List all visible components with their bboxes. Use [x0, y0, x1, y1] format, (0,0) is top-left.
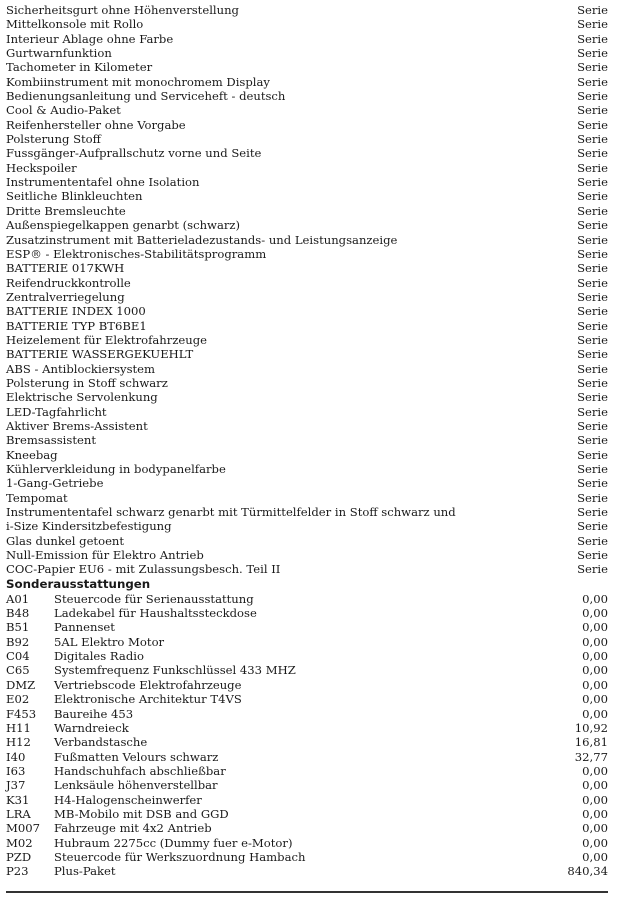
option-price: 840,34 [567, 864, 608, 879]
equipment-row [6, 290, 608, 304]
equipment-value: Serie [577, 117, 608, 132]
equipment-name: ESP® - Elektronisches-Stabilitätsprogramm [6, 246, 267, 261]
equipment-row [6, 505, 608, 519]
option-row [6, 778, 608, 792]
equipment-value: Serie [577, 347, 608, 362]
equipment-name: Reifendruckkontrolle [6, 275, 131, 290]
equipment-name: Kühlerverkleidung in bodypanelfarbe [6, 462, 226, 476]
option-code: B92 [6, 634, 30, 649]
equipment-row [6, 3, 608, 17]
equipment-value: Serie [577, 375, 608, 390]
option-price: 0,00 [582, 821, 608, 836]
equipment-name: Instrumententafel ohne Isolation [6, 175, 200, 190]
option-price: 0,00 [582, 591, 608, 606]
equipment-value: Serie [577, 404, 608, 419]
option-row [6, 606, 608, 620]
option-description: H4-Halogenscheinwerfer [54, 792, 202, 807]
equipment-value: Serie [577, 462, 608, 476]
equipment-value: Serie [577, 175, 608, 190]
option-row [6, 678, 608, 692]
equipment-name: Bedienungsanleitung und Serviceheft - deutsch [6, 89, 286, 104]
equipment-value: Serie [577, 246, 608, 261]
equipment-name: BATTERIE INDEX 1000 [6, 304, 146, 319]
option-price: 0,00 [582, 706, 608, 721]
option-row [6, 620, 608, 634]
option-row [6, 663, 608, 677]
option-price: 0,00 [582, 835, 608, 850]
option-price: 0,00 [582, 849, 608, 864]
equipment-name: BATTERIE TYP BT6BE1 [6, 318, 147, 333]
option-row [6, 635, 608, 649]
equipment-row [6, 132, 608, 146]
option-price: 10,92 [574, 720, 608, 735]
equipment-row [6, 103, 608, 117]
equipment-row [6, 562, 608, 576]
option-row [6, 707, 608, 721]
option-row [6, 793, 608, 807]
equipment-row [6, 491, 608, 505]
option-description: Fahrzeuge mit 4x2 Antrieb [54, 821, 212, 836]
equipment-row [6, 60, 608, 74]
equipment-row [6, 261, 608, 275]
option-code: PZD [6, 849, 32, 864]
equipment-value: Serie [577, 418, 608, 433]
equipment-value: Serie [577, 89, 608, 104]
equipment-value: Serie [577, 447, 608, 462]
equipment-value: Serie [577, 160, 608, 175]
option-row [6, 807, 608, 821]
option-code: F453 [6, 706, 37, 721]
equipment-name: Seitliche Blinkleuchten [6, 189, 143, 204]
option-price: 0,00 [582, 634, 608, 649]
option-code: M007 [6, 821, 41, 836]
equipment-row [6, 46, 608, 60]
option-price: 0,00 [582, 663, 608, 678]
equipment-name: BATTERIE WASSERGEKUEHLT [6, 347, 194, 362]
equipment-row [6, 333, 608, 347]
equipment-row [6, 175, 608, 189]
option-price: 0,00 [582, 620, 608, 635]
equipment-value: Serie [577, 304, 608, 319]
option-code: B51 [6, 620, 30, 635]
equipment-row [6, 233, 608, 247]
equipment-row [6, 548, 608, 562]
equipment-value: Serie [577, 31, 608, 46]
equipment-row [6, 75, 608, 89]
option-description: Ladekabel für Haushaltssteckdose [54, 606, 257, 621]
option-description: Handschuhfach abschließbar [54, 763, 226, 778]
option-description: Lenksäule höhenverstellbar [54, 778, 218, 793]
equipment-name: Interieur Ablage ohne Farbe [6, 31, 174, 46]
equipment-name: Elektrische Servolenkung [6, 390, 158, 405]
equipment-name: BATTERIE 017KWH [6, 261, 125, 276]
equipment-row [6, 218, 608, 232]
equipment-row [6, 476, 608, 490]
equipment-name: COC-Papier EU6 - mit Zulassungsbesch. Teil II [6, 562, 281, 577]
equipment-name: Tempomat [6, 490, 68, 505]
option-price: 0,00 [582, 692, 608, 707]
equipment-name: Zentralverriegelung [6, 289, 125, 304]
equipment-name: Kneebag [6, 447, 58, 462]
option-row [6, 850, 608, 864]
equipment-name: Aktiver Brems-Assistent [6, 418, 148, 433]
equipment-value: Serie [577, 289, 608, 304]
equipment-row [6, 32, 608, 46]
equipment-name: Sicherheitsgurt ohne Höhenverstellung [6, 3, 239, 17]
equipment-row [6, 189, 608, 203]
option-code: LRA [6, 806, 31, 821]
equipment-value: Serie [577, 318, 608, 333]
option-description: MB-Mobilo mit DSB and GGD [54, 806, 229, 821]
option-row [6, 750, 608, 764]
equipment-value: Serie [577, 261, 608, 276]
option-price: 0,00 [582, 792, 608, 807]
option-row [6, 692, 608, 706]
equipment-name: Mittelkonsole mit Rollo [6, 17, 144, 32]
option-description: Steuercode für Serienausstattung [54, 591, 254, 606]
equipment-name: 1-Gang-Getriebe [6, 476, 104, 491]
option-description: Fußmatten Velours schwarz [54, 749, 219, 764]
option-description: Plus-Paket [54, 864, 116, 879]
equipment-name: Polsterung in Stoff schwarz [6, 375, 168, 390]
option-code: J37 [6, 778, 26, 793]
equipment-value: Serie [577, 218, 608, 233]
equipment-name: LED-Tagfahrlicht [6, 404, 107, 419]
option-code: E02 [6, 692, 30, 707]
option-row [6, 649, 608, 663]
equipment-row [6, 247, 608, 261]
option-description: 5AL Elektro Motor [54, 634, 165, 649]
equipment-value: Serie [577, 232, 608, 247]
option-description: Systemfrequenz Funkschlüssel 433 MHZ [54, 663, 296, 678]
option-price: 0,00 [582, 806, 608, 821]
option-row [6, 821, 608, 835]
option-description: Hubraum 2275cc (Dummy fuer e-Motor) [54, 835, 293, 850]
option-row [6, 735, 608, 749]
equipment-row [6, 376, 608, 390]
equipment-document [6, 3, 608, 879]
equipment-row [6, 362, 608, 376]
option-description: Vertriebscode Elektrofahrzeuge [54, 677, 242, 692]
option-description: Elektronische Architektur T4VS [54, 692, 242, 707]
option-description: Verbandstasche [54, 735, 148, 750]
equipment-row [6, 519, 608, 533]
equipment-name: Instrumententafel schwarz genarbt mit Türmittelfelder in Stoff schwarz und [6, 505, 456, 520]
equipment-row [6, 419, 608, 433]
option-code: H12 [6, 735, 31, 750]
option-price: 0,00 [582, 778, 608, 793]
equipment-value: Serie [577, 132, 608, 147]
equipment-value: Serie [577, 203, 608, 218]
option-code: K31 [6, 792, 30, 807]
equipment-value: Serie [577, 74, 608, 89]
equipment-row [6, 276, 608, 290]
equipment-row [6, 405, 608, 419]
option-description: Baureihe 453 [54, 706, 134, 721]
option-price: 0,00 [582, 649, 608, 664]
equipment-value: Serie [577, 146, 608, 161]
equipment-name: Glas dunkel getoent [6, 533, 125, 548]
option-code: A01 [6, 591, 30, 606]
option-price: 16,81 [574, 735, 608, 750]
equipment-name: Gurtwarnfunktion [6, 46, 112, 61]
equipment-name: Zusatzinstrument mit Batterieladezustands- und Leistungsanzeige [6, 232, 398, 247]
option-description: Steuercode für Werkszuordnung Hambach [54, 849, 306, 864]
equipment-row [6, 390, 608, 404]
equipment-value: Serie [577, 433, 608, 448]
option-code: I63 [6, 763, 26, 778]
equipment-value: Serie [577, 46, 608, 61]
option-code: P23 [6, 864, 29, 879]
equipment-value: Serie [577, 60, 608, 75]
equipment-row [6, 433, 608, 447]
option-row [6, 836, 608, 850]
equipment-name: i-Size Kindersitzbefestigung [6, 519, 172, 534]
option-code: H11 [6, 720, 31, 735]
equipment-row [6, 146, 608, 160]
option-description: Warndreieck [54, 720, 129, 735]
equipment-value: Serie [577, 505, 608, 520]
option-description: Digitales Radio [54, 649, 144, 664]
equipment-name: Fussgänger-Aufprallschutz vorne und Seite [6, 146, 262, 161]
equipment-name: Heizelement für Elektrofahrzeuge [6, 332, 208, 347]
equipment-row [6, 89, 608, 103]
equipment-row [6, 304, 608, 318]
option-code: M02 [6, 835, 33, 850]
equipment-value: Serie [577, 476, 608, 491]
equipment-value: Serie [577, 275, 608, 290]
equipment-value: Serie [577, 189, 608, 204]
equipment-value: Serie [577, 103, 608, 118]
bottom-rule [6, 891, 608, 893]
option-description: Pannenset [54, 620, 115, 635]
option-price: 0,00 [582, 677, 608, 692]
equipment-name: Kombiinstrument mit monochromem Display [6, 74, 270, 89]
equipment-row [6, 17, 608, 31]
standard-equipment-list [6, 3, 608, 577]
option-price: 32,77 [574, 749, 608, 764]
options-list [6, 592, 608, 879]
equipment-row [6, 462, 608, 476]
option-row [6, 864, 608, 878]
equipment-name: ABS - Antiblockiersystem [6, 361, 156, 376]
equipment-value: Serie [577, 390, 608, 405]
option-row [6, 721, 608, 735]
equipment-row [6, 347, 608, 361]
equipment-row [6, 204, 608, 218]
equipment-name: Null-Emission für Elektro Antrieb [6, 548, 204, 563]
equipment-value: Serie [577, 519, 608, 534]
equipment-value: Serie [577, 361, 608, 376]
option-code: C65 [6, 663, 30, 678]
equipment-name: Heckspoiler [6, 160, 77, 175]
equipment-row [6, 448, 608, 462]
equipment-value: Serie [577, 533, 608, 548]
equipment-value: Serie [577, 548, 608, 563]
equipment-name: Außenspiegelkappen genarbt (schwarz) [6, 218, 241, 233]
equipment-value: Serie [577, 332, 608, 347]
option-code: C04 [6, 649, 30, 664]
equipment-name: Reifenhersteller ohne Vorgabe [6, 117, 186, 132]
equipment-name: Dritte Bremsleuchte [6, 203, 126, 218]
equipment-value: Serie [577, 490, 608, 505]
option-price: 0,00 [582, 606, 608, 621]
equipment-name: Cool & Audio-Paket [6, 103, 121, 118]
equipment-name: Tachometer in Kilometer [6, 60, 153, 75]
equipment-row [6, 118, 608, 132]
option-row [6, 592, 608, 606]
equipment-value: Serie [577, 562, 608, 577]
equipment-value: Serie [577, 17, 608, 32]
options-heading: Sonderausstattungen [6, 576, 151, 591]
option-price: 0,00 [582, 763, 608, 778]
equipment-row [6, 534, 608, 548]
option-code: B48 [6, 606, 30, 621]
equipment-row [6, 319, 608, 333]
equipment-name: Bremsassistent [6, 433, 96, 448]
option-row [6, 764, 608, 778]
option-code: DMZ [6, 677, 36, 692]
equipment-name: Polsterung Stoff [6, 132, 101, 147]
option-code: I40 [6, 749, 26, 764]
equipment-value: Serie [577, 3, 608, 17]
equipment-row [6, 161, 608, 175]
